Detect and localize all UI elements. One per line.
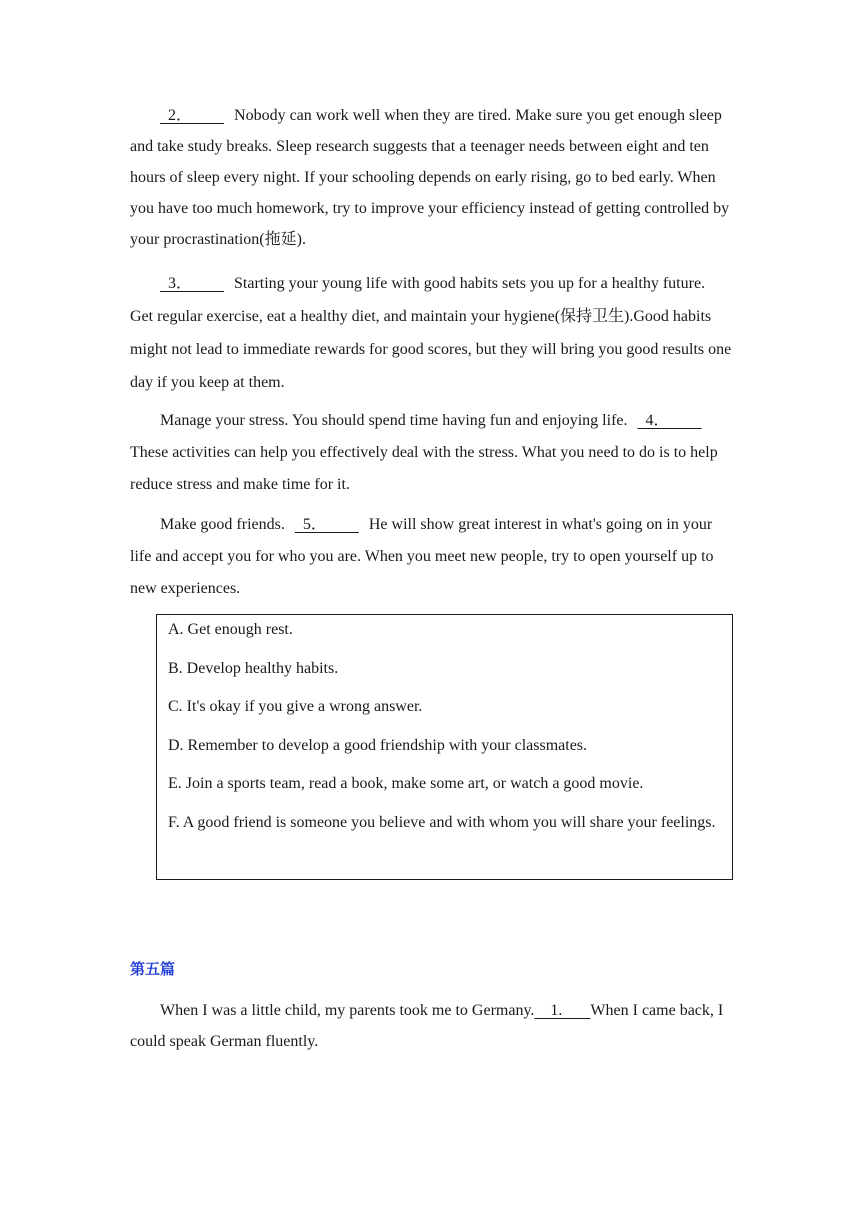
option-f: F. A good friend is someone you believe and with whom you will share your feelings. [168,813,716,831]
paragraph-4-text: These activities can help you effectively deal with the stress. What you need to do is to help reduce stress and make time for it. [130,444,718,493]
option-c: C. It's okay if you give a wrong answer. [168,698,423,716]
paragraph-5-lead: Make good friends. [160,516,285,533]
passage-five-paragraph-1 [130,995,732,1057]
paragraph-3 [130,267,732,399]
paragraph-2 [130,100,732,255]
answer-blank-3[interactable]: 3． [160,275,225,292]
option-b: B. Develop healthy habits. [168,659,339,677]
passage-five-text: When I came back, I could speak German fluently. [130,1002,724,1050]
paragraph-4 [130,405,732,501]
paragraph-5-text: He will show great interest in what's going on in your life and accept you for who you are. When you meet new people, try to open yourself up to new experiences. [130,516,714,597]
passage-five-lead: When I was a little child, my parents took me to Germany. [160,1002,535,1019]
answer-blank-5[interactable]: 5． [294,516,359,533]
paragraph-3-text: Starting your young life with good habits sets you up for a healthy future. Get regular exercise, eat a healthy diet, and maintain your hygiene(保持卫生).Good habits might not lead to immediate rewards for good scores, but they will bring you good results one day if you keep at them. [130,275,732,391]
paragraph-4-lead: Manage your stress. You should spend time having fun and enjoying life. [160,412,628,429]
answer-blank-p5-1[interactable]: 1. [534,1002,591,1019]
passage-four [130,100,732,605]
option-d: D. Remember to develop a good friendship with your classmates. [168,736,588,754]
option-a: A. Get enough rest. [168,621,293,638]
answer-blank-4[interactable]: 4． [637,412,702,429]
answer-blank-2[interactable]: 2． [160,107,225,124]
option-e: E. Join a sports team, read a book, make some art, or watch a good movie. [168,775,644,793]
paragraph-5 [130,509,732,605]
paragraph-2-text: Nobody can work well when they are tired. Make sure you get enough sleep and take study breaks. Sleep research suggests that a teenager needs between eight and ten hours of sleep every night. If your schooling depends on early rising, go to bed early. When you have too much homework, try to improve your efficiency instead of getting controlled by your procrastination(拖延). [130,107,730,248]
options-box [156,614,733,880]
section-title: 第五篇 [130,960,176,978]
